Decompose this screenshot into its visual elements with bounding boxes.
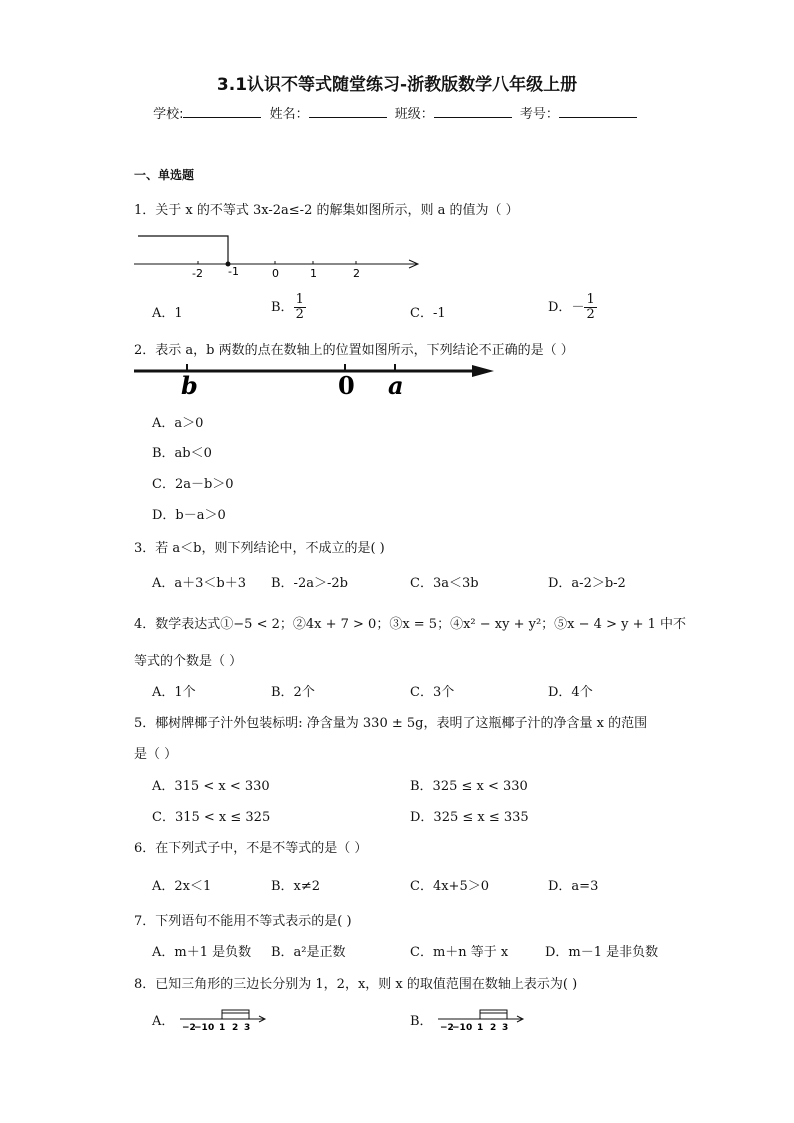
axis-label-a: a	[388, 371, 404, 400]
question-6-stem: 6．在下列式子中，不是不等式的是（ ）	[134, 841, 368, 856]
q8-option-a[interactable]: A．	[152, 1014, 175, 1029]
q7-option-d[interactable]: D．m－1 是非负数	[545, 945, 659, 960]
tick-label: -1	[228, 265, 239, 278]
number-blank[interactable]	[559, 105, 637, 118]
question-4-stem-line1: 4．数学表达式①−5 < 2；②4x + 7 > 0；③x = 5；④x² − xy + y²；⑤x − 4 > y + 1 中不	[134, 617, 686, 632]
mini-tick-label: −1	[194, 1023, 208, 1032]
question-2-stem: 2．表示 a，b 两数的点在数轴上的位置如图所示，下列结论不正确的是（ ）	[134, 343, 574, 358]
q1-option-a[interactable]: A．1	[152, 306, 183, 321]
q8-option-b[interactable]: B．	[410, 1014, 433, 1029]
question-1-stem: 1．关于 x 的不等式 3x-2a≤-2 的解集如图所示，则 a 的值为（ ）	[134, 203, 519, 218]
question-4-stem-line2: 等式的个数是（ ）	[134, 654, 243, 669]
q4-option-c[interactable]: C．3个	[410, 685, 455, 700]
q7-option-a[interactable]: A．m＋1 是负数	[152, 945, 252, 960]
class-blank[interactable]	[434, 105, 512, 118]
fraction-numerator: 1	[586, 292, 595, 307]
number-label: 考号：	[519, 107, 559, 122]
q3-option-d[interactable]: D．a-2＞b-2	[548, 576, 626, 591]
question-8-stem: 8．已知三角形的三边长分别为 1，2，x，则 x 的取值范围在数轴上表示为( )	[134, 977, 578, 992]
q7-option-b[interactable]: B．a²是正数	[271, 945, 346, 960]
mini-tick-label: −1	[452, 1023, 466, 1032]
q3-option-c[interactable]: C．3a＜3b	[410, 576, 479, 591]
q2-option-d[interactable]: D．b－a＞0	[152, 508, 226, 523]
question-5-stem-line1: 5．椰树牌椰子汁外包装标明: 净含量为 330 ± 5g，表明了这瓶椰子汁的净含量 x 的范围	[134, 716, 648, 731]
student-info-line	[0, 103, 794, 122]
axis-label-b: b	[181, 371, 198, 400]
q6-option-c[interactable]: C．4x+5＞0	[410, 879, 489, 894]
q2-option-c[interactable]: C．2a－b＞0	[152, 477, 234, 492]
mini-tick-label: 3	[244, 1023, 251, 1032]
q5-option-b[interactable]: B．325 ≤ x < 330	[410, 779, 528, 794]
q1-option-d-label: D．	[548, 300, 572, 315]
q6-option-d[interactable]: D．a=3	[548, 879, 599, 894]
q8-option-b-number-line	[436, 1004, 526, 1032]
mini-tick-label: −2	[440, 1023, 454, 1032]
negative-sign: －	[571, 300, 585, 315]
name-blank[interactable]	[309, 105, 387, 118]
tick-label: 0	[272, 267, 279, 280]
name-label: 姓名：	[269, 107, 309, 122]
q3-option-b[interactable]: B．-2a＞-2b	[271, 576, 348, 591]
school-blank[interactable]	[183, 105, 261, 118]
question-1-number-line	[132, 230, 427, 280]
fraction	[584, 293, 596, 322]
question-5-stem-line2: 是（ ）	[134, 747, 178, 762]
q1-option-c[interactable]: C．-1	[410, 306, 446, 321]
fraction-denominator: 2	[586, 307, 595, 322]
mini-tick-label: −2	[182, 1023, 196, 1032]
mini-tick-label: 2	[232, 1023, 239, 1032]
school-label: 学校:	[153, 107, 184, 122]
tick-label: 2	[353, 267, 360, 280]
q5-option-a[interactable]: A．315 < x < 330	[152, 779, 270, 794]
mini-tick-label: 1	[477, 1023, 484, 1032]
q5-option-d[interactable]: D．325 ≤ x ≤ 335	[410, 810, 529, 825]
q3-option-a[interactable]: A．a＋3＜b＋3	[152, 576, 247, 591]
mini-tick-label: 1	[219, 1023, 226, 1032]
q2-option-a[interactable]: A．a＞0	[152, 416, 204, 431]
q2-option-b[interactable]: B．ab＜0	[152, 446, 212, 461]
q6-option-b[interactable]: B．x≠2	[271, 879, 321, 894]
question-3-stem: 3．若 a＜b，则下列结论中，不成立的是( )	[134, 541, 385, 556]
fraction	[294, 293, 306, 322]
mini-tick-label: 2	[490, 1023, 497, 1032]
q1-option-b-label: B．	[271, 300, 294, 315]
fraction-denominator: 2	[295, 307, 304, 322]
mini-tick-label: 3	[502, 1023, 509, 1032]
q5-option-c[interactable]: C．315 < x ≤ 325	[152, 810, 271, 825]
q8-option-a-number-line	[178, 1004, 268, 1032]
q7-option-c[interactable]: C．m＋n 等于 x	[410, 945, 509, 960]
q4-option-b[interactable]: B．2个	[271, 685, 315, 700]
q1-option-b[interactable]	[271, 293, 306, 322]
mini-tick-label: 0	[466, 1023, 473, 1032]
class-label: 班级：	[394, 107, 434, 122]
q4-option-a[interactable]: A．1个	[152, 685, 196, 700]
q4-option-d[interactable]: D．4个	[548, 685, 593, 700]
q1-option-d[interactable]	[548, 293, 597, 322]
mini-tick-label: 0	[208, 1023, 215, 1032]
section-title: 一、单选题	[134, 168, 195, 182]
q6-option-a[interactable]: A．2x＜1	[152, 879, 212, 894]
question-7-stem: 7．下列语句不能用不等式表示的是( )	[134, 914, 352, 929]
question-2-number-line	[132, 358, 502, 400]
axis-label-zero: 0	[338, 371, 355, 400]
tick-label: -2	[192, 267, 203, 280]
tick-label: 1	[310, 267, 317, 280]
fraction-numerator: 1	[295, 292, 304, 307]
page-title: 3.1认识不等式随堂练习-浙教版数学八年级上册	[216, 75, 578, 95]
